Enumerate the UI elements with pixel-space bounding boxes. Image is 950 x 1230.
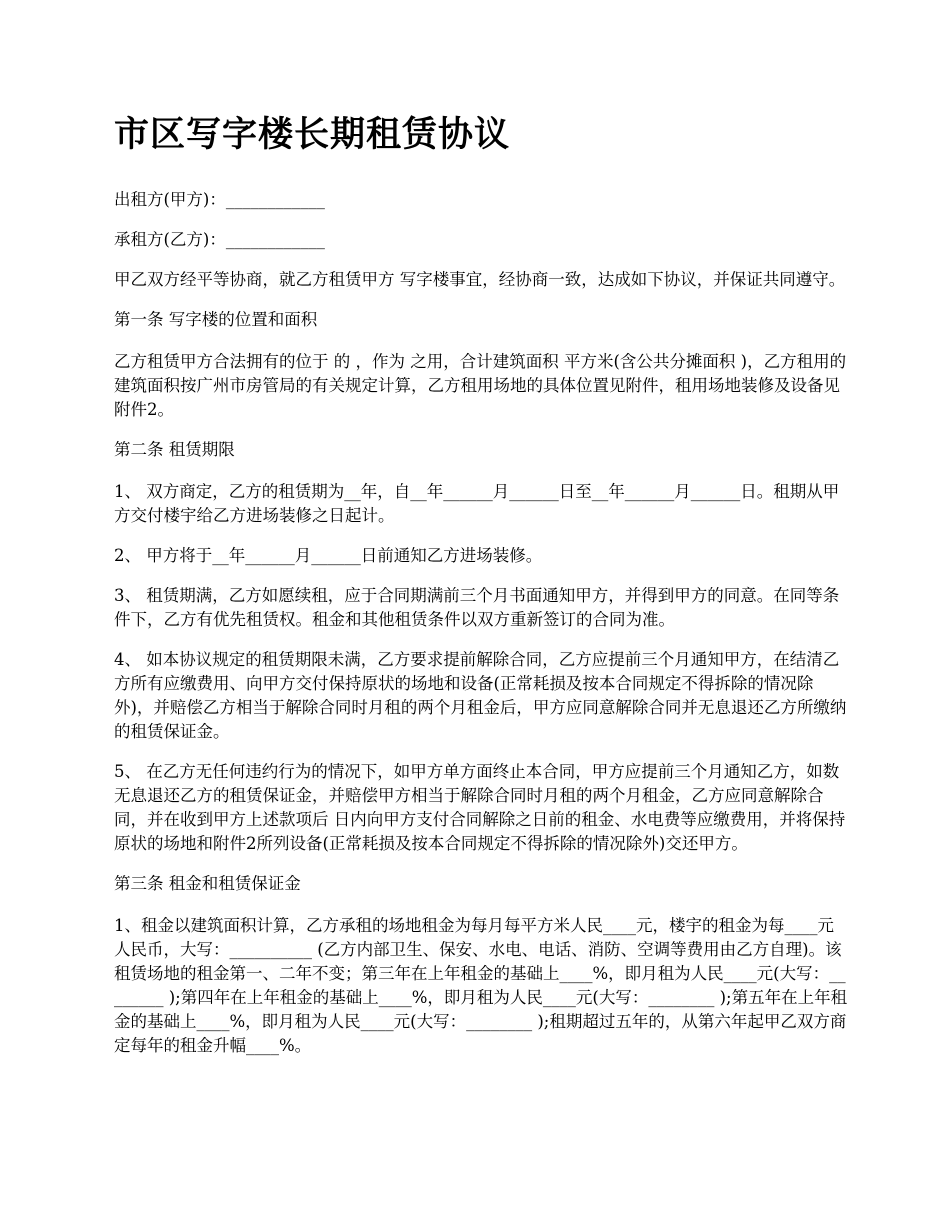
lessor-line: 出租方(甲方)：____________ (114, 190, 325, 209)
article-2-heading: 第二条 租赁期限 (114, 440, 235, 459)
article-3-heading: 第三条 租金和租赁保证金 (114, 874, 301, 893)
article-3-clause-1: 1、租金以建筑面积计算，乙方承租的场地租金为每月每平方米人民____元，楼宇的租金为每____元人民币，大写：__________ (乙方内部卫生、保安、水电、电话、消防、空调等费用由乙方自理)。该租赁场地的租金第一、二年不变；第三年在上年租金的基础上____%，即月租为人民____元(大写：________ );第四年在上年租金的基础上____%，即月租为人民____元(大写：________ );第五年在上年租金的基础上____%，即月租为人民____元(大写：________ );租期超过五年的，从第六年起甲乙双方商定每年的租金升幅____%。 (114, 916, 848, 1055)
article-2-clause-4: 4、 如本协议规定的租赁期限未满，乙方要求提前解除合同，乙方应提前三个月通知甲方，在结清乙方所有应缴费用、向甲方交付保持原状的场地和设备(正常耗损及按本合同规定不得拆除的情况除外)，并赔偿乙方相当于解除合同时月租的两个月租金后，甲方应同意解除合同并无息退还乙方所缴纳的租赁保证金。 (114, 650, 847, 741)
article-2-clause-5: 5、 在乙方无任何违约行为的情况下，如甲方单方面终止本合同，甲方应提前三个月通知乙方，如数无息退还乙方的租赁保证金，并赔偿甲方相当于解除合同时月租的两个月租金，乙方应同意解除合同，并在收到甲方上述款项后 日内向甲方支付合同解除之日前的租金、水电费等应缴费用，并将保持原状的场地和附件2所列设备(正常耗损及按本合同规定不得拆除的情况除外)交还甲方。 (114, 762, 846, 853)
article-1-body: 乙方租赁甲方合法拥有的位于 的 ，作为 之用，合计建筑面积 平方米(含公共分摊面积 )，乙方租用的建筑面积按广州市房管局的有关规定计算，乙方租用场地的具体位置见附件，租用场地装修及设备见附件2。 (114, 352, 847, 419)
document-page (114, 112, 849, 1074)
article-2-clause-3: 3、 租赁期满，乙方如愿续租，应于合同期满前三个月书面通知甲方，并得到甲方的同意。在同等条件下，乙方有优先租赁权。租金和其他租赁条件以双方重新签订的合同为准。 (114, 586, 840, 629)
article-2-clause-1: 1、 双方商定，乙方的租赁期为__年，自__年______月______日至__年______月______日。租期从甲方交付楼宇给乙方进场装修之日起计。 (114, 482, 840, 525)
article-2-clause-2: 2、 甲方将于__年______月______日前通知乙方进场装修。 (114, 546, 543, 565)
intro-paragraph: 甲乙双方经平等协商，就乙方租赁甲方 写字楼事宜，经协商一致，达成如下协议，并保证共同遵守。 (114, 270, 846, 289)
article-1-heading: 第一条 写字楼的位置和面积 (114, 310, 318, 329)
document-title: 市区写字楼长期租赁协议 (114, 114, 511, 155)
lessee-line: 承租方(乙方)：____________ (114, 230, 325, 249)
